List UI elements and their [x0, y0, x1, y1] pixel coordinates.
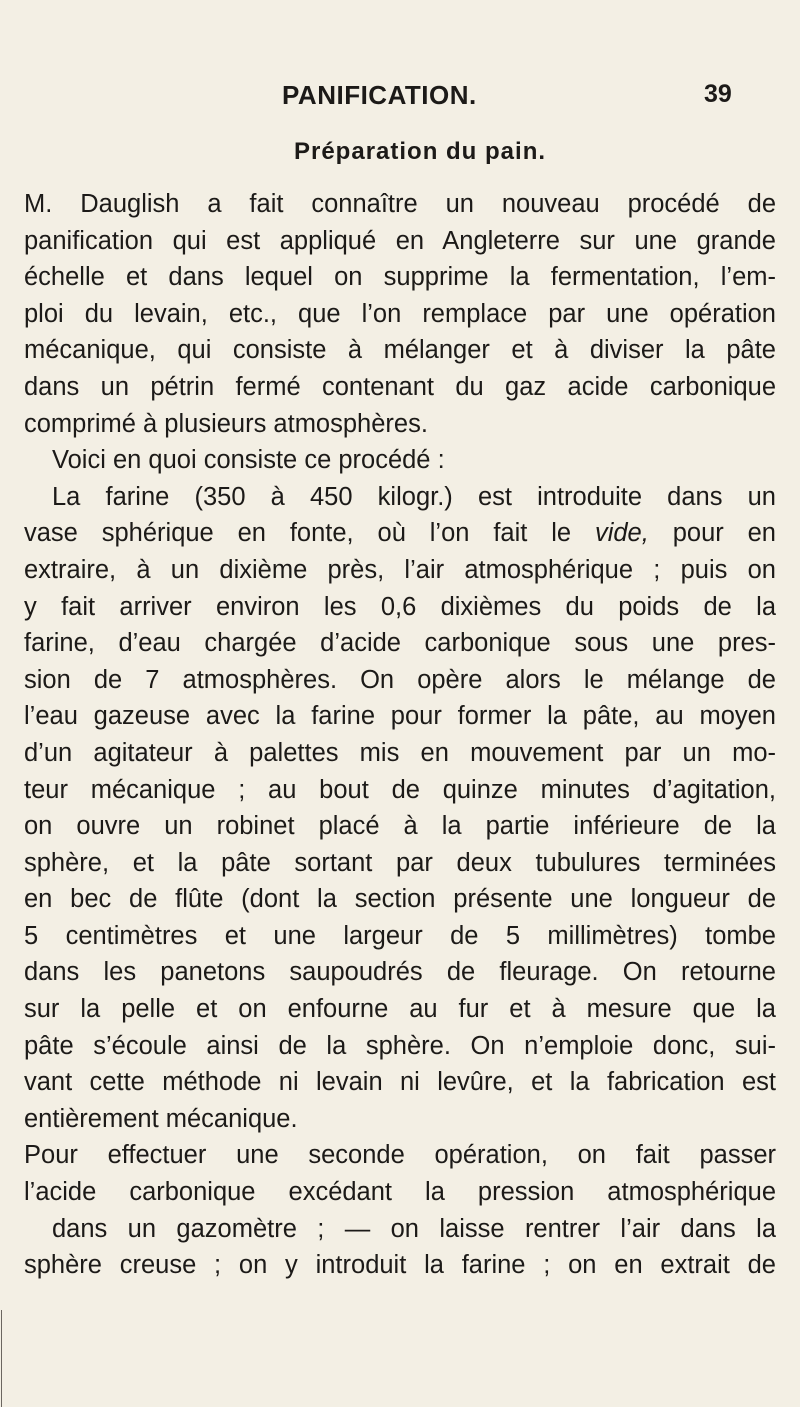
text-line: sion de 7 atmosphères. On opère alors le mélange de [24, 665, 776, 694]
text-line: échelle et dans lequel on supprime la fermentation, l’em- [24, 263, 776, 292]
text-line: entièrement mécanique. [24, 1104, 298, 1133]
text-line: dans un pétrin fermé contenant du gaz acide carbonique [24, 372, 776, 401]
text-line: sur la pelle et on enfourne au fur et à mesure que la [24, 995, 776, 1024]
page-number: 39 [704, 80, 732, 108]
text-line: mécanique, qui consiste à mélanger et à diviser la pâte [24, 336, 776, 365]
text-line-mixed [24, 515, 776, 552]
page-edge-line [1, 1310, 2, 1407]
text-line: dans un gazomètre ; — on laisse rentrer l’air dans la [52, 1214, 776, 1243]
text-line: La farine (350 à 450 kilogr.) est introduite dans un [52, 482, 776, 511]
text-line: teur mécanique ; au bout de quinze minutes d’agitation, [24, 775, 776, 804]
text-line: y fait arriver environ les 0,6 dixièmes du poids de la [24, 592, 776, 621]
text-line: l’eau gazeuse avec la farine pour former la pâte, au moyen [24, 702, 776, 731]
text-line: Voici en quoi consiste ce procédé : [52, 446, 445, 475]
running-header [0, 80, 800, 120]
text-line: on ouvre un robinet placé à la partie inférieure de la [24, 812, 776, 841]
text-line: dans les panetons saupoudrés de fleurage. On retourne [24, 958, 776, 987]
text-line: M. Dauglish a fait connaître un nouveau procédé de [24, 190, 776, 218]
text-line: sphère, et la pâte sortant par deux tubulures terminées [24, 848, 776, 877]
text-line: 5 centimètres et une largeur de 5 millimètres) tombe [24, 921, 776, 950]
text-segment: vase sphérique en fonte, où l’on fait le [24, 519, 572, 548]
text-segment: pour en [672, 519, 776, 548]
text-line: sphère creuse ; on y introduit la farine ; on en extrait de [24, 1251, 776, 1280]
text-line: farine, d’eau chargée d’acide carbonique sous une pres- [24, 629, 776, 658]
text-line: d’un agitateur à palettes mis en mouvement par un mo- [24, 738, 776, 767]
italic-word: vide, [594, 519, 649, 548]
text-line: en bec de flûte (dont la section présente une longueur de [24, 885, 776, 914]
running-title: PANIFICATION. [282, 80, 477, 110]
section-heading: Préparation du pain. [293, 138, 547, 165]
text-line: extraire, à un dixième près, l’air atmosphérique ; puis on [24, 555, 776, 584]
text-line: l’acide carbonique excédant la pression atmosphérique [24, 1178, 776, 1207]
text-line: panification qui est appliqué en Angleterre sur une grande [24, 226, 776, 255]
text-line: vant cette méthode ni levain ni levûre, et la fabrication est [24, 1068, 776, 1097]
text-line: Pour effectuer une seconde opération, on fait passer [24, 1141, 776, 1170]
text-line: ploi du levain, etc., que l’on remplace par une opération [24, 299, 776, 328]
text-line: comprimé à plusieurs atmosphères. [24, 409, 428, 438]
body-text [24, 186, 776, 1284]
text-line: pâte s’écoule ainsi de la sphère. On n’emploie donc, sui- [24, 1031, 776, 1060]
